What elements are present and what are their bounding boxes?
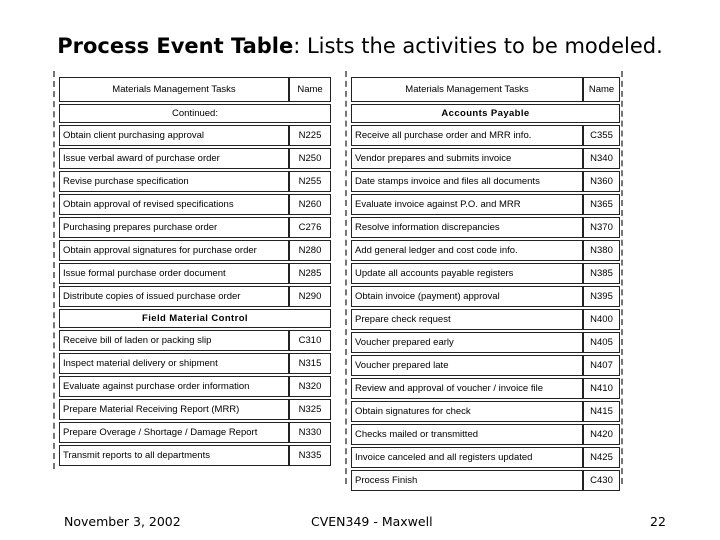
- table-row: [351, 470, 620, 491]
- slide-title-rest: : Lists the activities to be modeled.: [293, 34, 663, 58]
- event-code-cell: C310: [289, 330, 331, 351]
- slide-title: [0, 34, 720, 58]
- table-row: [351, 240, 620, 261]
- header-task: Materials Management Tasks: [59, 77, 289, 102]
- header-name: Name: [289, 77, 331, 102]
- event-code-cell: N410: [583, 378, 620, 399]
- table-header-row: [59, 77, 331, 102]
- table-row: [351, 148, 620, 169]
- table-row: [59, 217, 331, 238]
- task-cell: Voucher prepared early: [351, 332, 583, 353]
- task-cell: Update all accounts payable registers: [351, 263, 583, 284]
- task-cell: Obtain signatures for check: [351, 401, 583, 422]
- table-row: [351, 194, 620, 215]
- task-cell: Receive bill of laden or packing slip: [59, 330, 289, 351]
- right-process-table: [345, 71, 622, 484]
- table-row: [59, 125, 331, 146]
- continued-row: [59, 104, 331, 123]
- continued-label: Continued:: [59, 104, 331, 123]
- table-header-row: [351, 77, 620, 102]
- slide-title-bold: Process Event Table: [57, 34, 294, 58]
- task-cell: Process Finish: [351, 470, 583, 491]
- task-cell: Review and approval of voucher / invoice file: [351, 378, 583, 399]
- event-code-cell: N320: [289, 376, 331, 397]
- event-code-cell: N280: [289, 240, 331, 261]
- left-process-table: [53, 71, 333, 469]
- task-cell: Checks mailed or transmitted: [351, 424, 583, 445]
- section-row: [351, 104, 620, 123]
- table-row: [59, 445, 331, 466]
- table-row: [351, 332, 620, 353]
- task-cell: Issue verbal award of purchase order: [59, 148, 289, 169]
- event-code-cell: N255: [289, 171, 331, 192]
- event-code-cell: N420: [583, 424, 620, 445]
- event-code-cell: N340: [583, 148, 620, 169]
- task-cell: Vendor prepares and submits invoice: [351, 148, 583, 169]
- section-row: [59, 309, 331, 328]
- event-code-cell: N315: [289, 353, 331, 374]
- event-code-cell: C355: [583, 125, 620, 146]
- table-row: [351, 401, 620, 422]
- scan-border-left: [53, 71, 55, 469]
- event-code-cell: N260: [289, 194, 331, 215]
- task-cell: Transmit reports to all departments: [59, 445, 289, 466]
- event-code-cell: N360: [583, 171, 620, 192]
- table-row: [351, 378, 620, 399]
- event-code-cell: N400: [583, 309, 620, 330]
- task-cell: Add general ledger and cost code info.: [351, 240, 583, 261]
- event-code-cell: N330: [289, 422, 331, 443]
- section-label-accounts-payable: Accounts Payable: [351, 104, 620, 123]
- event-code-cell: N250: [289, 148, 331, 169]
- event-code-cell: N365: [583, 194, 620, 215]
- table-row: [59, 263, 331, 284]
- task-cell: Purchasing prepares purchase order: [59, 217, 289, 238]
- event-code-cell: N290: [289, 286, 331, 307]
- task-cell: Inspect material delivery or shipment: [59, 353, 289, 374]
- task-cell: Receive all purchase order and MRR info.: [351, 125, 583, 146]
- header-name: Name: [583, 77, 620, 102]
- task-cell: Obtain client purchasing approval: [59, 125, 289, 146]
- footer-page-number: 22: [650, 514, 666, 529]
- table-row: [59, 194, 331, 215]
- table-row: [59, 240, 331, 261]
- table-row: [59, 353, 331, 374]
- event-code-cell: N285: [289, 263, 331, 284]
- header-task: Materials Management Tasks: [351, 77, 583, 102]
- event-code-cell: N325: [289, 399, 331, 420]
- task-cell: Resolve information discrepancies: [351, 217, 583, 238]
- event-code-cell: N405: [583, 332, 620, 353]
- table-row: [351, 355, 620, 376]
- left-table: [59, 75, 331, 468]
- task-cell: Voucher prepared late: [351, 355, 583, 376]
- table-row: [351, 263, 620, 284]
- event-code-cell: N225: [289, 125, 331, 146]
- event-code-cell: C276: [289, 217, 331, 238]
- task-cell: Prepare Material Receiving Report (MRR): [59, 399, 289, 420]
- event-code-cell: C430: [583, 470, 620, 491]
- event-code-cell: N415: [583, 401, 620, 422]
- table-row: [59, 422, 331, 443]
- table-row: [59, 376, 331, 397]
- table-row: [351, 447, 620, 468]
- table-row: [59, 330, 331, 351]
- right-table: [351, 75, 620, 493]
- table-row: [351, 286, 620, 307]
- footer-course: CVEN349 - Maxwell: [311, 514, 433, 529]
- table-row: [59, 171, 331, 192]
- scan-border-right: [621, 71, 623, 484]
- task-cell: Revise purchase specification: [59, 171, 289, 192]
- task-cell: Obtain invoice (payment) approval: [351, 286, 583, 307]
- table-row: [351, 424, 620, 445]
- event-code-cell: N395: [583, 286, 620, 307]
- task-cell: Invoice canceled and all registers updated: [351, 447, 583, 468]
- task-cell: Prepare Overage / Shortage / Damage Report: [59, 422, 289, 443]
- table-row: [351, 217, 620, 238]
- footer-date: November 3, 2002: [64, 514, 181, 529]
- event-code-cell: N407: [583, 355, 620, 376]
- task-cell: Obtain approval signatures for purchase order: [59, 240, 289, 261]
- table-row: [59, 399, 331, 420]
- table-row: [351, 309, 620, 330]
- task-cell: Prepare check request: [351, 309, 583, 330]
- task-cell: Date stamps invoice and files all documents: [351, 171, 583, 192]
- section-label-field-material-control: Field Material Control: [59, 309, 331, 328]
- task-cell: Obtain approval of revised specifications: [59, 194, 289, 215]
- task-cell: Distribute copies of issued purchase order: [59, 286, 289, 307]
- task-cell: Evaluate invoice against P.O. and MRR: [351, 194, 583, 215]
- event-code-cell: N425: [583, 447, 620, 468]
- table-row: [59, 286, 331, 307]
- event-code-cell: N385: [583, 263, 620, 284]
- task-cell: Evaluate against purchase order information: [59, 376, 289, 397]
- table-row: [351, 125, 620, 146]
- table-row: [59, 148, 331, 169]
- table-row: [351, 171, 620, 192]
- event-code-cell: N370: [583, 217, 620, 238]
- event-code-cell: N380: [583, 240, 620, 261]
- event-code-cell: N335: [289, 445, 331, 466]
- scan-border-left: [345, 71, 347, 484]
- task-cell: Issue formal purchase order document: [59, 263, 289, 284]
